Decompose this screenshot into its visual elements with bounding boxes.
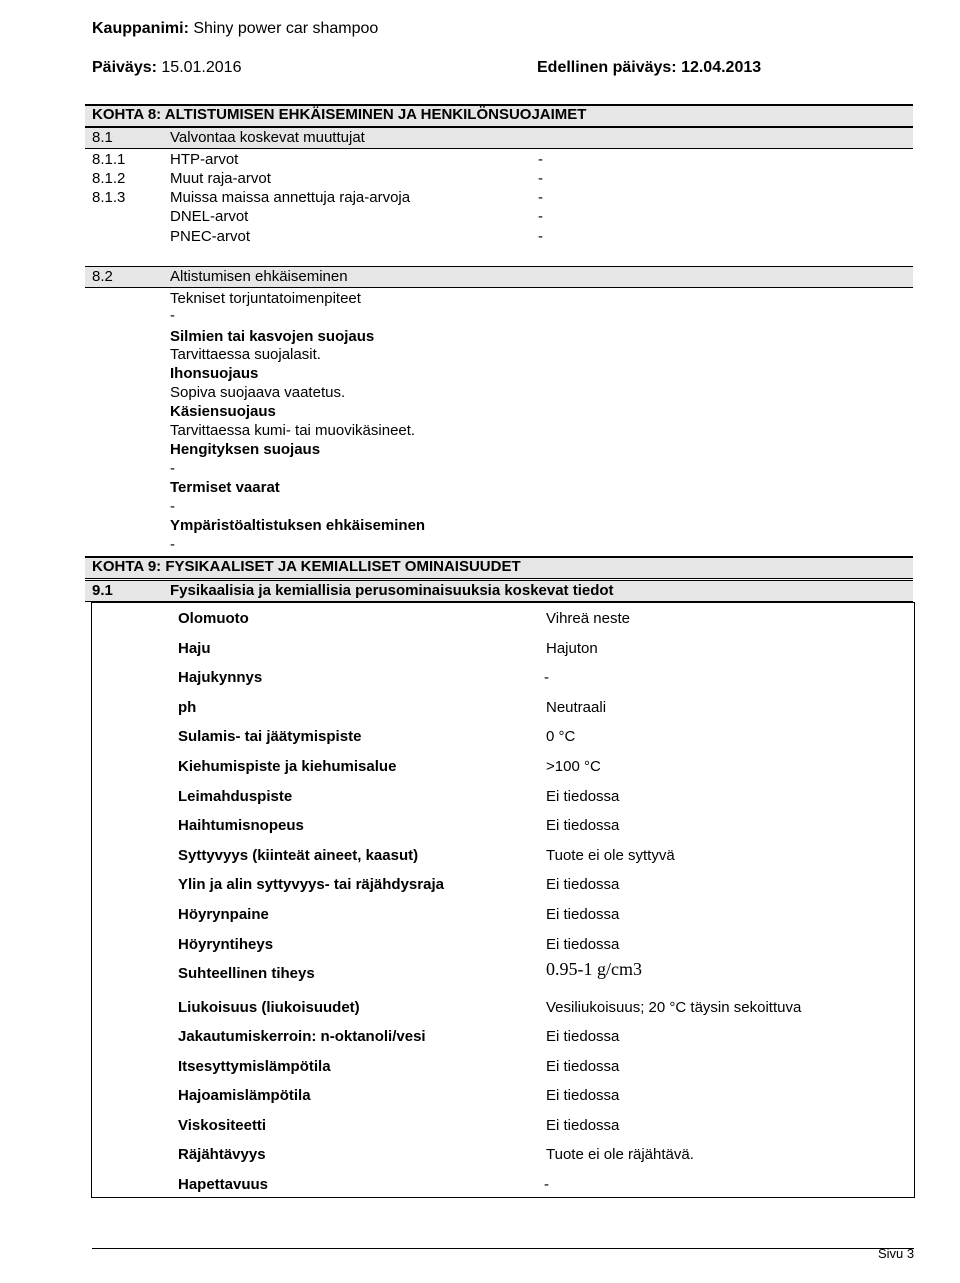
item-label: DNEL-arvot <box>170 208 249 225</box>
property-label: Hapettavuus <box>178 1176 269 1193</box>
property-label: Liukoisuus (liukoisuudet) <box>178 999 360 1016</box>
footer-divider <box>92 1248 914 1249</box>
property-label: Hajukynnys <box>178 669 263 686</box>
property-label: Kiehumispiste ja kiehumisalue <box>178 758 397 775</box>
property-label: ph <box>178 699 197 716</box>
previous-date-label: Edellinen päiväys: <box>537 59 677 76</box>
protection-text: - <box>170 460 175 477</box>
property-label: Sulamis- tai jäätymispiste <box>178 728 362 745</box>
property-value: Ei tiedossa <box>546 1058 620 1075</box>
property-label: Syttyvyys (kiinteät aineet, kaasut) <box>178 847 419 864</box>
property-value: Hajuton <box>546 640 598 657</box>
property-value: Neutraali <box>546 699 607 716</box>
item-number: 8.1.3 <box>92 189 126 206</box>
property-label: Leimahduspiste <box>178 788 293 805</box>
protection-heading: Ihonsuojaus <box>170 365 259 382</box>
properties-table <box>91 602 915 1198</box>
property-label: Suhteellinen tiheys <box>178 965 315 982</box>
previous-date-line <box>537 59 761 77</box>
property-label: Jakautumiskerroin: n-oktanoli/vesi <box>178 1028 426 1045</box>
property-value: Ei tiedossa <box>546 817 620 834</box>
property-value: Ei tiedossa <box>546 936 620 953</box>
property-label: Haju <box>178 640 211 657</box>
subsection-label: Valvontaa koskevat muuttujat <box>170 129 365 146</box>
property-label: Viskositeetti <box>178 1117 267 1134</box>
page-number: Sivu 3 <box>878 1246 915 1261</box>
item-value: - <box>538 228 543 245</box>
section-9-title: KOHTA 9: FYSIKAALISET JA KEMIALLISET OMINAISUUDET <box>92 558 521 575</box>
property-value: Ei tiedossa <box>546 1117 620 1134</box>
property-label: Höyryntiheys <box>178 936 274 953</box>
item-value: - <box>538 189 543 206</box>
protection-heading: Ympäristöaltistuksen ehkäiseminen <box>170 517 426 534</box>
property-value: Vesiliukoisuus; 20 °C täysin sekoittuva <box>546 999 802 1016</box>
item-label: Muissa maissa annettuja raja-arvoja <box>170 189 411 206</box>
trade-name-label: Kauppanimi: <box>92 20 189 37</box>
property-value: Ei tiedossa <box>546 788 620 805</box>
property-value: Ei tiedossa <box>546 1087 620 1104</box>
item-value: - <box>538 151 543 168</box>
property-label: Höyrynpaine <box>178 906 269 923</box>
property-value: >100 °C <box>546 758 601 775</box>
property-value: Ei tiedossa <box>546 906 620 923</box>
date-value: 15.01.2016 <box>161 59 242 76</box>
property-value: - <box>544 669 549 686</box>
property-label: Ylin ja alin syttyvyys- tai räjähdysraja <box>178 876 444 893</box>
property-label: Itsesyttymislämpötila <box>178 1058 331 1075</box>
protection-text: Tarvittaessa kumi- tai muovikäsineet. <box>170 422 416 439</box>
protection-text: - <box>170 307 175 324</box>
item-number: 8.1.2 <box>92 170 126 187</box>
property-value: Tuote ei ole räjähtävä. <box>546 1146 694 1163</box>
property-label: Olomuoto <box>178 610 249 627</box>
item-value: - <box>538 208 543 225</box>
protection-text: - <box>170 536 175 553</box>
protection-heading: Hengityksen suojaus <box>170 441 321 458</box>
subsection-number: 8.2 <box>92 268 113 285</box>
subsection-number: 9.1 <box>92 582 113 599</box>
property-value: Vihreä neste <box>546 610 630 627</box>
item-label: PNEC-arvot <box>170 228 251 245</box>
item-value: - <box>538 170 543 187</box>
property-label: Hajoamislämpötila <box>178 1087 311 1104</box>
protection-heading: Silmien tai kasvojen suojaus <box>170 328 375 345</box>
protection-text: Sopiva suojaava vaatetus. <box>170 384 346 401</box>
trade-name-value: Shiny power car shampoo <box>193 20 379 37</box>
property-label: Räjähtävyys <box>178 1146 266 1163</box>
date-line <box>92 59 241 77</box>
protection-text: Tekniset torjuntatoimenpiteet <box>170 290 361 307</box>
property-value: - <box>544 1176 549 1193</box>
property-value: 0 °C <box>546 728 576 745</box>
item-label: HTP-arvot <box>170 151 239 168</box>
item-label: Muut raja-arvot <box>170 170 271 187</box>
property-value: Ei tiedossa <box>546 876 620 893</box>
item-number: 8.1.1 <box>92 151 126 168</box>
protection-heading: Termiset vaarat <box>170 479 280 496</box>
property-value: 0.95-1 g/cm3 <box>546 959 642 979</box>
protection-heading: Käsiensuojaus <box>170 403 276 420</box>
property-value: Ei tiedossa <box>546 1028 620 1045</box>
trade-name-line <box>92 20 378 38</box>
property-value: Tuote ei ole syttyvä <box>546 847 675 864</box>
subsection-label: Altistumisen ehkäiseminen <box>170 268 348 285</box>
property-label: Haihtumisnopeus <box>178 817 304 834</box>
subsection-label: Fysikaalisia ja kemiallisia perusominaisuuksia koskevat tiedot <box>170 582 614 599</box>
section-8-title: KOHTA 8: ALTISTUMISEN EHKÄISEMINEN JA HENKILÖNSUOJAIMET <box>92 106 587 123</box>
previous-date-value: 12.04.2013 <box>681 59 762 76</box>
subsection-number: 8.1 <box>92 129 113 146</box>
protection-text: - <box>170 498 175 515</box>
date-label: Päiväys: <box>92 59 157 76</box>
protection-text: Tarvittaessa suojalasit. <box>170 346 321 363</box>
